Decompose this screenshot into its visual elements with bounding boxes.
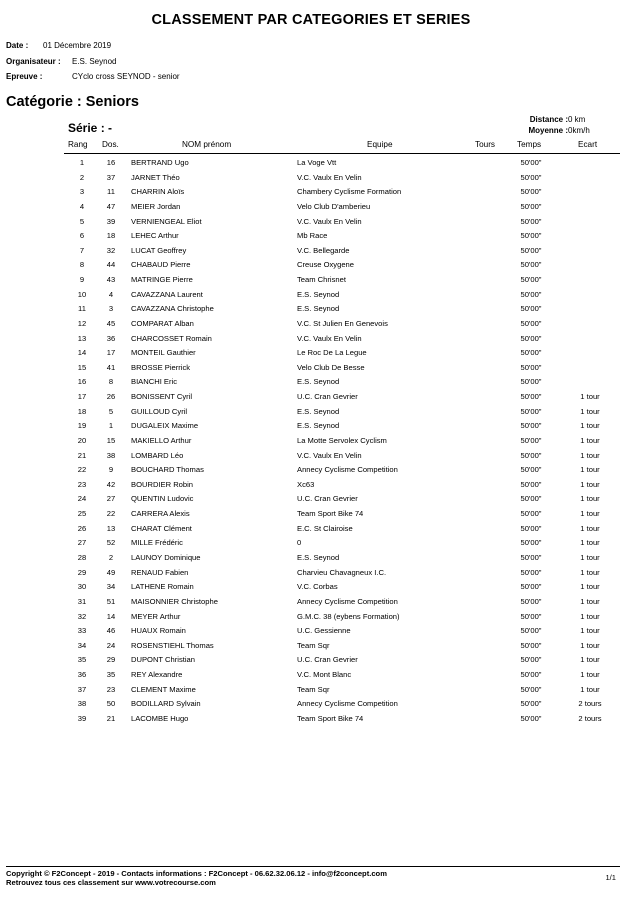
team-cell: Chambery Cyclisme Formation	[297, 187, 402, 197]
header-rang: Rang	[68, 140, 88, 149]
gap-cell: 1 tour	[580, 509, 600, 519]
table-row	[0, 670, 640, 685]
name-cell: LUCAT Geoffrey	[131, 245, 187, 255]
time-cell: 50'00"	[520, 538, 542, 548]
team-cell: Creuse Oxygene	[297, 260, 354, 270]
time-cell: 50'00"	[520, 640, 542, 650]
time-cell: 50'00"	[520, 465, 542, 475]
table-row	[0, 553, 640, 568]
name-cell: REY Alexandre	[131, 670, 183, 680]
time-cell: 50'00"	[520, 187, 542, 197]
gap-cell: 1 tour	[580, 684, 600, 694]
rang-cell: 28	[77, 553, 87, 562]
dos-cell: 44	[106, 260, 116, 270]
table-row	[0, 612, 640, 627]
dos-cell: 24	[106, 640, 116, 650]
time-cell: 50'00"	[520, 450, 542, 460]
rang-cell: 39	[77, 713, 87, 723]
name-cell: QUENTIN Ludovic	[131, 494, 194, 504]
time-cell: 50'00"	[520, 509, 542, 519]
name-cell: MAKIELLO Arthur	[131, 435, 192, 445]
dos-cell: 47	[106, 201, 116, 211]
name-cell: BIANCHI Eric	[131, 377, 177, 387]
table-row	[0, 582, 640, 597]
team-cell: V.C. Bellegarde	[297, 245, 350, 255]
name-cell: MEYER Arthur	[131, 611, 181, 621]
name-cell: CAVAZZANA Christophe	[131, 304, 214, 314]
footer-rule	[6, 866, 620, 867]
name-cell: MEIER Jordan	[131, 201, 181, 211]
gap-cell: 1 tour	[580, 392, 600, 402]
dos-cell: 36	[106, 333, 116, 343]
table-row	[0, 465, 640, 480]
time-cell: 50'00"	[520, 655, 542, 665]
rang-cell: 9	[79, 275, 85, 285]
team-cell: Le Roc De La Legue	[297, 348, 367, 358]
team-cell: E.S. Seynod	[297, 377, 340, 387]
team-cell: Charvieu Chavagneux I.C.	[297, 567, 387, 577]
rang-cell: 33	[77, 626, 87, 636]
rang-cell: 16	[77, 377, 87, 387]
name-cell: BOUCHARD Thomas	[131, 465, 204, 475]
time-cell: 50'00"	[520, 582, 542, 592]
time-cell: 50'00"	[520, 377, 542, 387]
rang-cell: 38	[77, 699, 87, 709]
dos-cell: 32	[106, 245, 116, 255]
team-cell: E.S. Seynod	[297, 304, 340, 314]
time-cell: 50'00"	[520, 494, 542, 504]
name-cell: BOURDIER Robin	[131, 479, 194, 489]
name-cell: COMPARAT Alban	[131, 318, 194, 328]
name-cell: BERTRAND Ugo	[131, 158, 189, 167]
time-cell: 50'00"	[520, 304, 542, 314]
team-cell: Velo Club De Besse	[297, 362, 365, 372]
gap-cell: 1 tour	[580, 567, 600, 577]
gap-cell: 1 tour	[580, 670, 600, 680]
distance-value: 0 km	[568, 115, 586, 124]
rang-cell: 12	[77, 318, 87, 328]
table-row	[0, 319, 640, 334]
rang-cell: 25	[77, 509, 87, 519]
name-cell: DUPONT Christian	[131, 655, 195, 665]
table-row	[0, 304, 640, 319]
team-cell: V.C. Mont Blanc	[297, 670, 352, 680]
rang-cell: 23	[77, 479, 87, 489]
time-cell: 50'00"	[520, 626, 542, 636]
team-cell: Annecy Cyclisme Competition	[297, 699, 398, 709]
rang-cell: 26	[77, 523, 87, 533]
table-row	[0, 246, 640, 261]
team-cell: E.S. Seynod	[297, 553, 340, 562]
header-equipe: Equipe	[367, 140, 393, 149]
table-row	[0, 524, 640, 539]
table-row	[0, 217, 640, 232]
name-cell: MAISONNIER Christophe	[131, 596, 218, 606]
moyenne-value: 0km/h	[568, 126, 590, 135]
time-cell: 50'00"	[520, 158, 542, 167]
table-row	[0, 436, 640, 451]
rang-cell: 32	[77, 611, 87, 621]
time-cell: 50'00"	[520, 216, 542, 226]
dos-cell: 49	[106, 567, 116, 577]
gap-cell: 1 tour	[580, 538, 600, 548]
table-row	[0, 363, 640, 378]
time-cell: 50'00"	[520, 392, 542, 402]
table-row	[0, 290, 640, 305]
dos-cell: 22	[106, 509, 116, 519]
gap-cell: 1 tour	[580, 626, 600, 636]
meta-organisateur	[6, 57, 117, 66]
team-cell: E.S. Seynod	[297, 406, 340, 416]
team-cell: E.S. Seynod	[297, 289, 340, 299]
gap-cell: 1 tour	[580, 479, 600, 489]
name-cell: CHARCOSSET Romain	[131, 333, 212, 343]
rang-cell: 27	[77, 538, 87, 548]
name-cell: LEHEC Arthur	[131, 231, 179, 241]
name-cell: LACOMBE Hugo	[131, 713, 189, 723]
dos-cell: 4	[108, 289, 114, 299]
table-row	[0, 641, 640, 656]
dos-cell: 5	[108, 406, 114, 416]
dos-cell: 46	[106, 626, 116, 636]
time-cell: 50'00"	[520, 713, 542, 723]
header-tours: Tours	[475, 140, 496, 149]
dos-cell: 21	[106, 713, 116, 723]
dos-cell: 39	[106, 216, 116, 226]
table-row	[0, 494, 640, 509]
time-cell: 50'00"	[520, 596, 542, 606]
name-cell: BROSSE Pierrick	[131, 362, 191, 372]
gap-cell: 1 tour	[580, 465, 600, 475]
name-cell: ROSENSTIEHL Thomas	[131, 640, 214, 650]
footer-copyright: Copyright © F2Concept - 2019 - Contacts informations : F2Concept - 06.62.32.06.12 - info@f2concept.com	[6, 869, 387, 878]
time-cell: 50'00"	[520, 245, 542, 255]
name-cell: LATHENE Romain	[131, 582, 194, 592]
team-cell: G.M.C. 38 (eybens Formation)	[297, 611, 400, 621]
rang-cell: 21	[77, 450, 87, 460]
table-row	[0, 509, 640, 524]
rang-cell: 15	[77, 362, 87, 372]
meta-epreuve	[6, 72, 180, 81]
table-row	[0, 451, 640, 466]
dos-cell: 34	[106, 582, 116, 592]
time-cell: 50'00"	[520, 421, 542, 431]
table-row	[0, 377, 640, 392]
table-row	[0, 685, 640, 700]
team-cell: La Voge Vtt	[297, 158, 337, 167]
time-cell: 50'00"	[520, 201, 542, 211]
table-row	[0, 480, 640, 495]
name-cell: CARRERA Alexis	[131, 509, 190, 519]
team-cell: Team Sqr	[297, 684, 330, 694]
time-cell: 50'00"	[520, 275, 542, 285]
time-cell: 50'00"	[520, 289, 542, 299]
distance-label: Distance :	[529, 115, 568, 124]
table-row	[0, 348, 640, 363]
gap-cell: 1 tour	[580, 582, 600, 592]
name-cell: BONISSENT Cyril	[131, 392, 193, 402]
time-cell: 50'00"	[520, 260, 542, 270]
team-cell: Xc63	[297, 479, 315, 489]
table-row	[0, 421, 640, 436]
rang-cell: 13	[77, 333, 87, 343]
time-cell: 50'00"	[520, 362, 542, 372]
name-cell: CHARRIN Aloïs	[131, 187, 185, 197]
team-cell: V.C. Corbas	[297, 582, 338, 592]
rang-cell: 19	[77, 421, 87, 431]
gap-cell: 1 tour	[580, 450, 600, 460]
moyenne-label: Moyenne :	[528, 126, 568, 135]
rang-cell: 14	[77, 348, 87, 358]
dos-cell: 3	[108, 304, 114, 314]
table-row	[0, 187, 640, 202]
name-cell: CAVAZZANA Laurent	[131, 289, 203, 299]
header-dos: Dos.	[102, 140, 119, 149]
table-row	[0, 275, 640, 290]
rang-cell: 37	[77, 684, 87, 694]
rang-cell: 29	[77, 567, 87, 577]
team-cell: U.C. Gessienne	[297, 626, 351, 636]
name-cell: MONTEIL Gauthier	[131, 348, 196, 358]
rang-cell: 17	[77, 392, 87, 402]
epreuve-value: CYclo cross SEYNOD - senior	[72, 72, 180, 81]
team-cell: Team Sport Bike 74	[297, 509, 364, 519]
header-ecart: Ecart	[578, 140, 598, 149]
rang-cell: 5	[79, 216, 85, 226]
rang-cell: 4	[79, 201, 85, 211]
time-cell: 50'00"	[520, 553, 542, 562]
rang-cell: 2	[79, 172, 85, 182]
dos-cell: 14	[106, 611, 116, 621]
date-label: Date :	[6, 41, 29, 50]
rang-cell: 20	[77, 435, 87, 445]
rang-cell: 1	[79, 158, 85, 167]
gap-cell: 1 tour	[580, 494, 600, 504]
category-heading: Catégorie : Seniors	[6, 94, 139, 110]
dos-cell: 52	[106, 538, 116, 548]
time-cell: 50'00"	[520, 670, 542, 680]
rang-cell: 36	[77, 670, 87, 680]
gap-cell: 1 tour	[580, 640, 600, 650]
dos-cell: 8	[108, 377, 114, 387]
gap-cell: 1 tour	[580, 553, 600, 562]
gap-cell: 1 tour	[580, 421, 600, 431]
table-row	[0, 714, 640, 729]
team-cell: E.C. St Clairoise	[297, 523, 353, 533]
gap-cell: 2 tours	[578, 699, 602, 709]
name-cell: JARNET Théo	[131, 172, 180, 182]
dos-cell: 43	[106, 275, 116, 285]
team-cell: Annecy Cyclisme Competition	[297, 596, 398, 606]
dos-cell: 29	[106, 655, 116, 665]
name-cell: CHARAT Clément	[131, 523, 192, 533]
dos-cell: 18	[106, 231, 116, 241]
gap-cell: 1 tour	[580, 523, 600, 533]
table-row	[0, 260, 640, 275]
dos-cell: 2	[108, 553, 114, 562]
time-cell: 50'00"	[520, 611, 542, 621]
team-cell: U.C. Cran Gevrier	[297, 655, 358, 665]
name-cell: HUAUX Romain	[131, 626, 186, 636]
header-rule	[64, 153, 620, 154]
gap-cell: 1 tour	[580, 596, 600, 606]
gap-cell: 2 tours	[578, 713, 602, 723]
time-cell: 50'00"	[520, 348, 542, 358]
table-row	[0, 538, 640, 553]
team-cell: 0	[297, 538, 302, 548]
table-row	[0, 231, 640, 246]
dos-cell: 27	[106, 494, 116, 504]
dos-cell: 11	[107, 187, 115, 197]
page-title: CLASSEMENT PAR CATEGORIES ET SERIES	[151, 12, 471, 28]
table-row	[0, 699, 640, 714]
rang-cell: 3	[79, 187, 85, 197]
rang-cell: 31	[77, 596, 87, 606]
dos-cell: 45	[106, 318, 116, 328]
time-cell: 50'00"	[520, 567, 542, 577]
table-row	[0, 158, 640, 173]
name-cell: MATRINGE Pierre	[131, 275, 193, 285]
team-cell: Annecy Cyclisme Competition	[297, 465, 398, 475]
dos-cell: 51	[106, 596, 116, 606]
time-cell: 50'00"	[520, 333, 542, 343]
dos-cell: 16	[106, 158, 116, 167]
time-cell: 50'00"	[520, 172, 542, 182]
name-cell: CHABAUD Pierre	[131, 260, 191, 270]
name-cell: GUILLOUD Cyril	[131, 406, 188, 416]
dos-cell: 37	[106, 172, 116, 182]
dos-cell: 26	[106, 392, 116, 402]
team-cell: V.C. St Julien En Genevois	[297, 318, 388, 328]
header-nom: NOM prénom	[182, 140, 232, 149]
name-cell: RENAUD Fabien	[131, 567, 189, 577]
dos-cell: 35	[106, 670, 116, 680]
rang-cell: 8	[79, 260, 85, 270]
dos-cell: 9	[108, 465, 114, 475]
dos-cell: 13	[106, 523, 116, 533]
table-row	[0, 568, 640, 583]
time-cell: 50'00"	[520, 684, 542, 694]
header-temps: Temps	[517, 140, 542, 149]
rang-cell: 22	[77, 465, 87, 475]
team-cell: V.C. Vaulx En Velin	[297, 216, 362, 226]
time-cell: 50'00"	[520, 318, 542, 328]
time-cell: 50'00"	[520, 699, 542, 709]
footer-website: Retrouvez tous ces classement sur www.votrecourse.com	[6, 878, 216, 887]
name-cell: VERNIENGEAL Eliot	[131, 216, 202, 226]
dos-cell: 15	[106, 435, 116, 445]
table-row	[0, 173, 640, 188]
name-cell: CLEMENT Maxime	[131, 684, 196, 694]
dos-cell: 50	[106, 699, 116, 709]
dos-cell: 17	[106, 348, 116, 358]
dos-cell: 23	[106, 684, 116, 694]
meta-date	[6, 41, 112, 50]
organisateur-value: E.S. Seynod	[72, 57, 117, 66]
name-cell: MILLE Frédéric	[131, 538, 183, 548]
time-cell: 50'00"	[520, 435, 542, 445]
team-cell: Team Sport Bike 74	[297, 713, 364, 723]
team-cell: Team Sqr	[297, 640, 330, 650]
serie-heading: Série : -	[68, 121, 113, 135]
rang-cell: 30	[77, 582, 87, 592]
rang-cell: 34	[77, 640, 87, 650]
dos-cell: 1	[108, 421, 114, 431]
table-row	[0, 334, 640, 349]
rang-cell: 6	[79, 231, 85, 241]
rang-cell: 10	[77, 289, 87, 299]
time-cell: 50'00"	[520, 479, 542, 489]
time-cell: 50'00"	[520, 406, 542, 416]
table-row	[0, 407, 640, 422]
rang-cell: 35	[77, 655, 87, 665]
time-cell: 50'00"	[520, 231, 542, 241]
rang-cell: 24	[77, 494, 87, 504]
team-cell: V.C. Vaulx En Velin	[297, 450, 362, 460]
time-cell: 50'00"	[520, 523, 542, 533]
organisateur-label: Organisateur :	[6, 57, 61, 66]
name-cell: LOMBARD Léo	[131, 450, 184, 460]
page-number: 1/1	[605, 873, 616, 882]
team-cell: V.C. Vaulx En Velin	[297, 333, 362, 343]
team-cell: V.C. Vaulx En Velin	[297, 172, 362, 182]
gap-cell: 1 tour	[580, 655, 600, 665]
gap-cell: 1 tour	[580, 611, 600, 621]
name-cell: BODILLARD Sylvain	[131, 699, 201, 709]
table-row	[0, 202, 640, 217]
date-value: 01 Décembre 2019	[43, 41, 112, 50]
gap-cell: 1 tour	[580, 435, 600, 445]
team-cell: La Motte Servolex Cyclism	[297, 435, 387, 445]
dos-cell: 41	[106, 362, 116, 372]
table-row	[0, 392, 640, 407]
table-row	[0, 626, 640, 641]
team-cell: U.C. Cran Gevrier	[297, 392, 358, 402]
team-cell: U.C. Cran Gevrier	[297, 494, 358, 504]
name-cell: DUGALEIX Maxime	[131, 421, 199, 431]
rang-cell: 7	[79, 245, 85, 255]
dos-cell: 38	[106, 450, 116, 460]
rang-cell: 18	[77, 406, 87, 416]
table-row	[0, 597, 640, 612]
team-cell: Mb Race	[297, 231, 328, 241]
team-cell: E.S. Seynod	[297, 421, 340, 431]
dos-cell: 42	[106, 479, 116, 489]
epreuve-label: Epreuve :	[6, 72, 43, 81]
team-cell: Team Chrisnet	[297, 275, 346, 285]
rang-cell: 11	[78, 304, 86, 314]
name-cell: LAUNOY Dominique	[131, 553, 201, 562]
team-cell: Velo Club D'amberieu	[297, 201, 371, 211]
gap-cell: 1 tour	[580, 406, 600, 416]
table-row	[0, 655, 640, 670]
